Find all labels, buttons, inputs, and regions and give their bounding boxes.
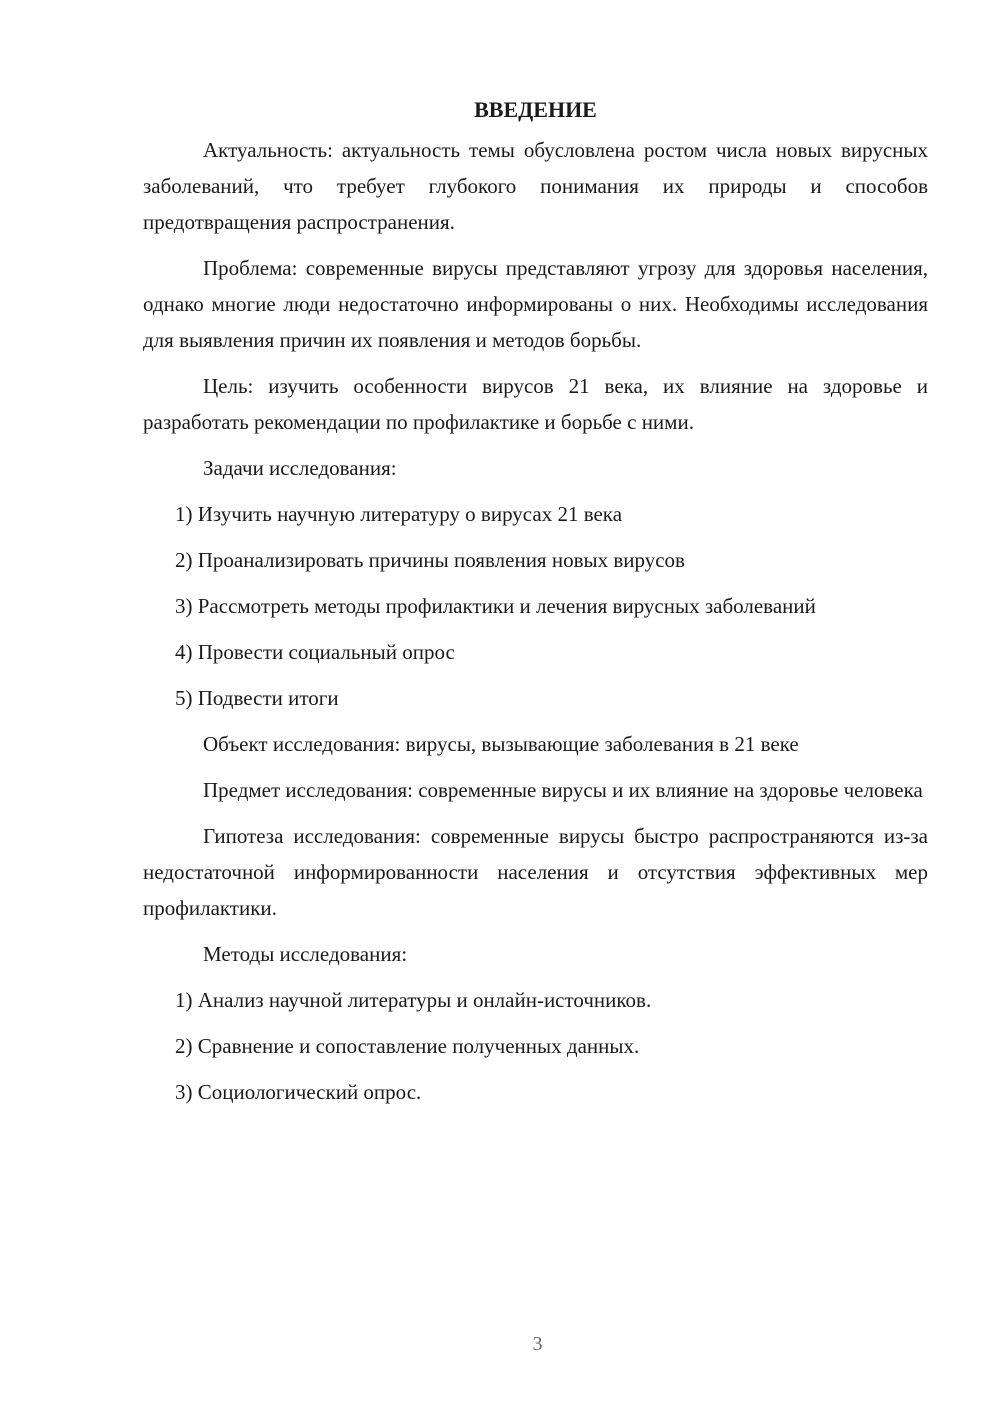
task-item: 1) Изучить научную литературу о вирусах 21 века: [175, 502, 623, 526]
methods-heading: Методы исследования:: [203, 942, 408, 966]
relevance-paragraph: Актуальность: актуальность темы обусловлена ростом числа новых вирусных заболеваний, что требует глубокого понимания их природы и способов предотвращения распространения.: [143, 138, 928, 234]
hypothesis-paragraph: Гипотеза исследования: современные вирусы быстро распространяются из-за недостаточной информированности населения и отсутствия эффективных мер профилактики.: [143, 824, 928, 920]
tasks-heading: Задачи исследования:: [203, 456, 397, 480]
subject-paragraph: Предмет исследования: современные вирусы и их влияние на здоровье человека: [203, 778, 923, 802]
method-item: 2) Сравнение и сопоставление полученных данных.: [175, 1034, 640, 1058]
page-title: ВВЕДЕНИЕ: [474, 97, 597, 122]
method-item: 3) Социологический опрос.: [175, 1080, 422, 1104]
task-item: 5) Подвести итоги: [175, 686, 339, 710]
problem-paragraph: Проблема: современные вирусы представляют угрозу для здоровья населения, однако многие люди недостаточно информированы о них. Необходимы исследования для выявления причин их появления и методов борьбы.: [143, 256, 928, 352]
task-item: 2) Проанализировать причины появления новых вирусов: [175, 548, 685, 572]
page-number: 3: [532, 1333, 543, 1355]
goal-paragraph: Цель: изучить особенности вирусов 21 века, их влияние на здоровье и разработать рекомендации по профилактике и борьбе с ними.: [143, 374, 928, 434]
task-item: 3) Рассмотреть методы профилактики и лечения вирусных заболеваний: [175, 594, 816, 618]
task-item: 4) Провести социальный опрос: [175, 640, 455, 664]
object-paragraph: Объект исследования: вирусы, вызывающие заболевания в 21 веке: [203, 732, 799, 756]
method-item: 1) Анализ научной литературы и онлайн-источников.: [175, 988, 652, 1012]
document-page: [143, 92, 928, 1120]
